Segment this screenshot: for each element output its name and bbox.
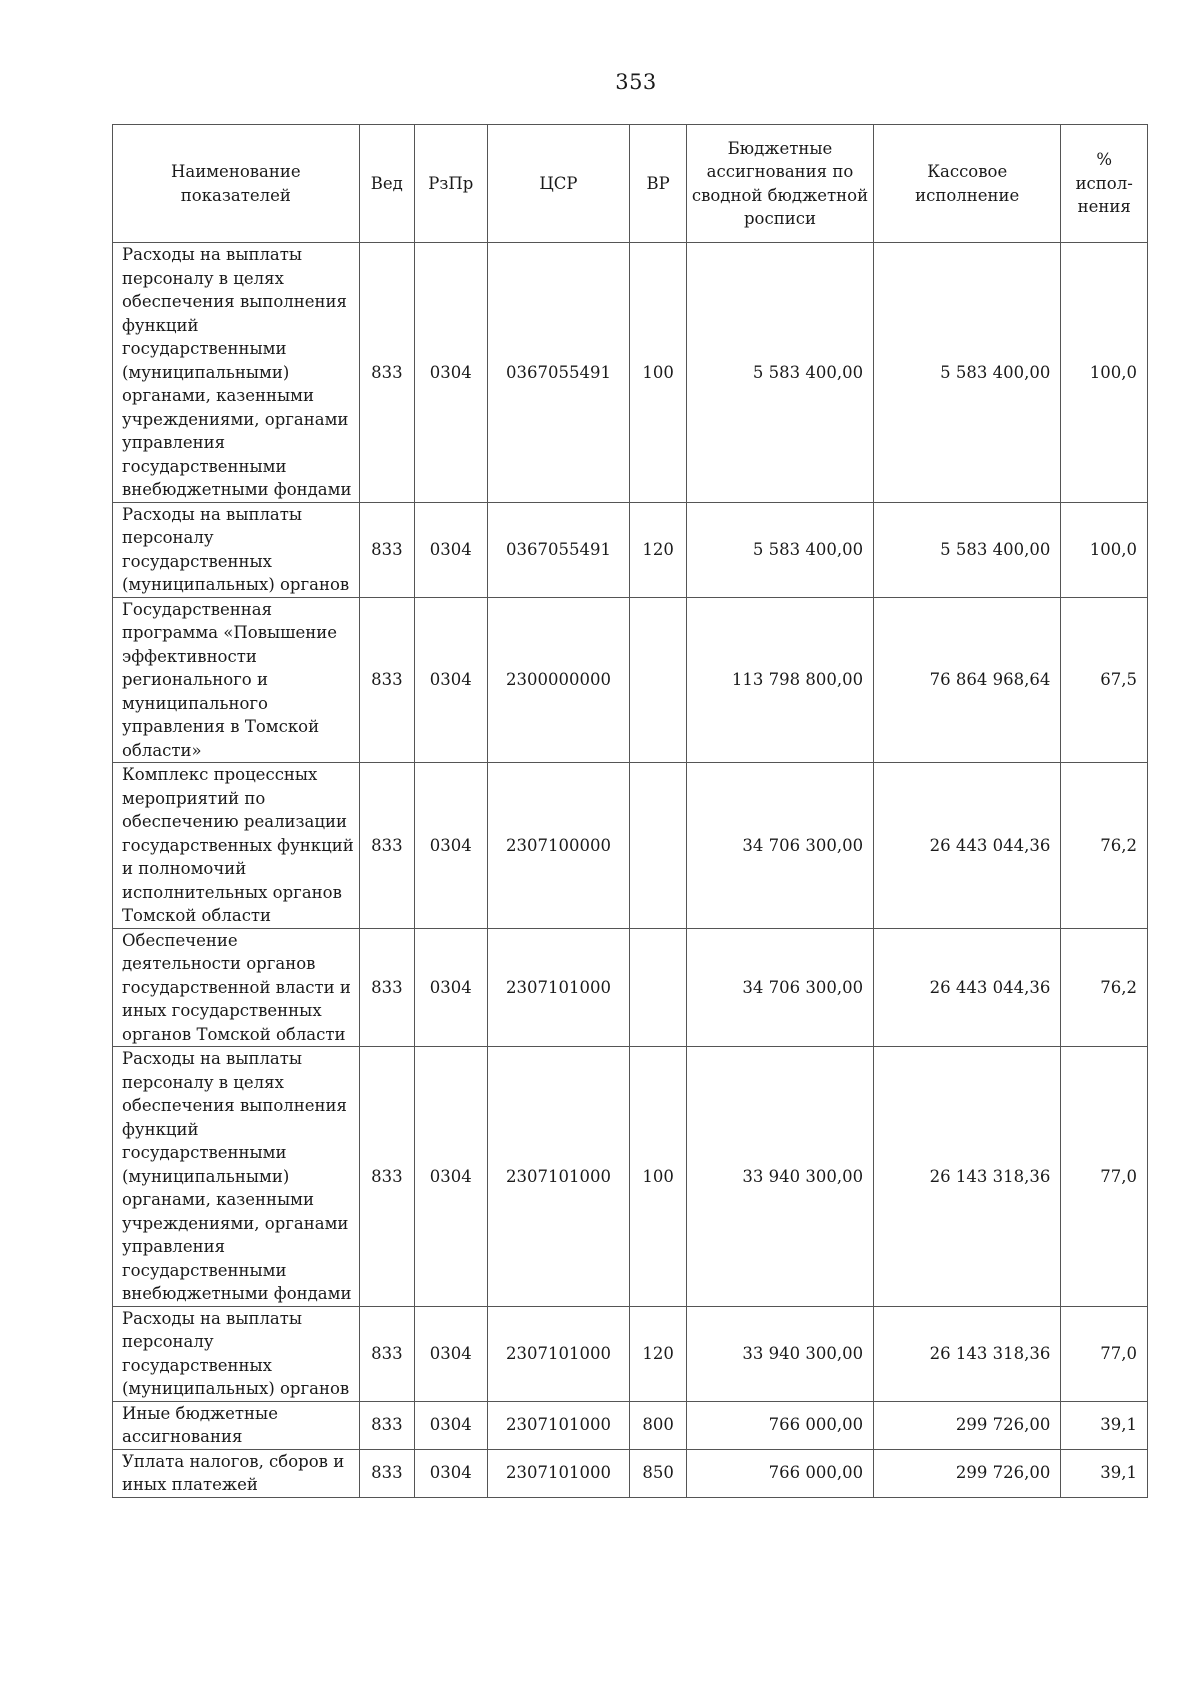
cell-ved: 833: [359, 1449, 414, 1497]
cell-percent: 76,2: [1061, 928, 1148, 1047]
cell-percent: 76,2: [1061, 763, 1148, 929]
table-row: [113, 597, 1148, 763]
header-percent: % испол-нения: [1061, 125, 1148, 243]
table-row: [113, 243, 1148, 503]
cell-ved: 833: [359, 1306, 414, 1401]
header-csr: ЦСР: [487, 125, 630, 243]
cell-assigned: 34 706 300,00: [686, 763, 873, 929]
table-header-row: [113, 125, 1148, 243]
cell-executed: 5 583 400,00: [874, 243, 1061, 503]
header-executed: Кассовое исполнение: [874, 125, 1061, 243]
header-ved: Вед: [359, 125, 414, 243]
cell-assigned: 33 940 300,00: [686, 1047, 873, 1307]
cell-percent: 39,1: [1061, 1401, 1148, 1449]
page-number: 353: [615, 70, 657, 94]
header-rzpr: РзПр: [415, 125, 487, 243]
cell-assigned: 766 000,00: [686, 1401, 873, 1449]
cell-vr: 800: [630, 1401, 686, 1449]
cell-executed: 299 726,00: [874, 1401, 1061, 1449]
cell-executed: 299 726,00: [874, 1449, 1061, 1497]
cell-csr: 2307101000: [487, 1401, 630, 1449]
cell-assigned: 766 000,00: [686, 1449, 873, 1497]
cell-vr: [630, 597, 686, 763]
cell-ved: 833: [359, 1401, 414, 1449]
cell-assigned: 33 940 300,00: [686, 1306, 873, 1401]
cell-executed: 26 143 318,36: [874, 1047, 1061, 1307]
cell-executed: 26 443 044,36: [874, 928, 1061, 1047]
table-row: [113, 1306, 1148, 1401]
cell-csr: 0367055491: [487, 243, 630, 503]
cell-name: Уплата налогов, сборов и иных платежей: [113, 1449, 360, 1497]
cell-ved: 833: [359, 763, 414, 929]
cell-vr: [630, 763, 686, 929]
cell-rzpr: 0304: [415, 763, 487, 929]
cell-assigned: 113 798 800,00: [686, 597, 873, 763]
cell-assigned: 5 583 400,00: [686, 502, 873, 597]
cell-rzpr: 0304: [415, 1449, 487, 1497]
cell-name: Государственная программа «Повышение эффективности регионального и муниципального управления в Томской области»: [113, 597, 360, 763]
header-name: Наименование показателей: [113, 125, 360, 243]
cell-csr: 2307101000: [487, 1449, 630, 1497]
cell-csr: 2307101000: [487, 928, 630, 1047]
table-body: [113, 243, 1148, 1498]
cell-rzpr: 0304: [415, 243, 487, 503]
cell-percent: 77,0: [1061, 1047, 1148, 1307]
cell-percent: 100,0: [1061, 243, 1148, 503]
cell-percent: 100,0: [1061, 502, 1148, 597]
cell-name: Обеспечение деятельности органов государственной власти и иных государственных органов Томской области: [113, 928, 360, 1047]
cell-rzpr: 0304: [415, 1401, 487, 1449]
header-vr: ВР: [630, 125, 686, 243]
cell-rzpr: 0304: [415, 1047, 487, 1307]
cell-ved: 833: [359, 597, 414, 763]
cell-ved: 833: [359, 243, 414, 503]
cell-rzpr: 0304: [415, 928, 487, 1047]
table-row: [113, 502, 1148, 597]
cell-ved: 833: [359, 1047, 414, 1307]
cell-name: Расходы на выплаты персоналу в целях обеспечения выполнения функций государственными (муниципальными) органами, казенными учреждениями, органами управления государственными внебюджетными фондами: [113, 1047, 360, 1307]
cell-csr: 2307101000: [487, 1306, 630, 1401]
cell-vr: 850: [630, 1449, 686, 1497]
table-row: [113, 928, 1148, 1047]
cell-assigned: 34 706 300,00: [686, 928, 873, 1047]
cell-percent: 67,5: [1061, 597, 1148, 763]
cell-csr: 2307100000: [487, 763, 630, 929]
cell-rzpr: 0304: [415, 597, 487, 763]
cell-executed: 76 864 968,64: [874, 597, 1061, 763]
cell-name: Комплекс процессных мероприятий по обеспечению реализации государственных функций и полномочий исполнительных органов Томской области: [113, 763, 360, 929]
cell-percent: 39,1: [1061, 1449, 1148, 1497]
budget-execution-table: [112, 124, 1148, 1498]
cell-rzpr: 0304: [415, 1306, 487, 1401]
cell-ved: 833: [359, 928, 414, 1047]
cell-executed: 26 143 318,36: [874, 1306, 1061, 1401]
cell-vr: 100: [630, 243, 686, 503]
cell-name: Расходы на выплаты персоналу государственных (муниципальных) органов: [113, 1306, 360, 1401]
cell-executed: 26 443 044,36: [874, 763, 1061, 929]
cell-vr: [630, 928, 686, 1047]
cell-name: Расходы на выплаты персоналу в целях обеспечения выполнения функций государственными (муниципальными) органами, казенными учреждениями, органами управления государственными внебюджетными фондами: [113, 243, 360, 503]
cell-name: Иные бюджетные ассигнования: [113, 1401, 360, 1449]
cell-rzpr: 0304: [415, 502, 487, 597]
cell-assigned: 5 583 400,00: [686, 243, 873, 503]
header-assigned: Бюджетные ассигнования по сводной бюджетной росписи: [686, 125, 873, 243]
cell-vr: 120: [630, 502, 686, 597]
cell-vr: 120: [630, 1306, 686, 1401]
cell-csr: 0367055491: [487, 502, 630, 597]
table-row: [113, 1449, 1148, 1497]
cell-name: Расходы на выплаты персоналу государственных (муниципальных) органов: [113, 502, 360, 597]
cell-percent: 77,0: [1061, 1306, 1148, 1401]
cell-csr: 2300000000: [487, 597, 630, 763]
table-row: [113, 1401, 1148, 1449]
table-row: [113, 763, 1148, 929]
cell-ved: 833: [359, 502, 414, 597]
table-row: [113, 1047, 1148, 1307]
cell-vr: 100: [630, 1047, 686, 1307]
cell-executed: 5 583 400,00: [874, 502, 1061, 597]
cell-csr: 2307101000: [487, 1047, 630, 1307]
